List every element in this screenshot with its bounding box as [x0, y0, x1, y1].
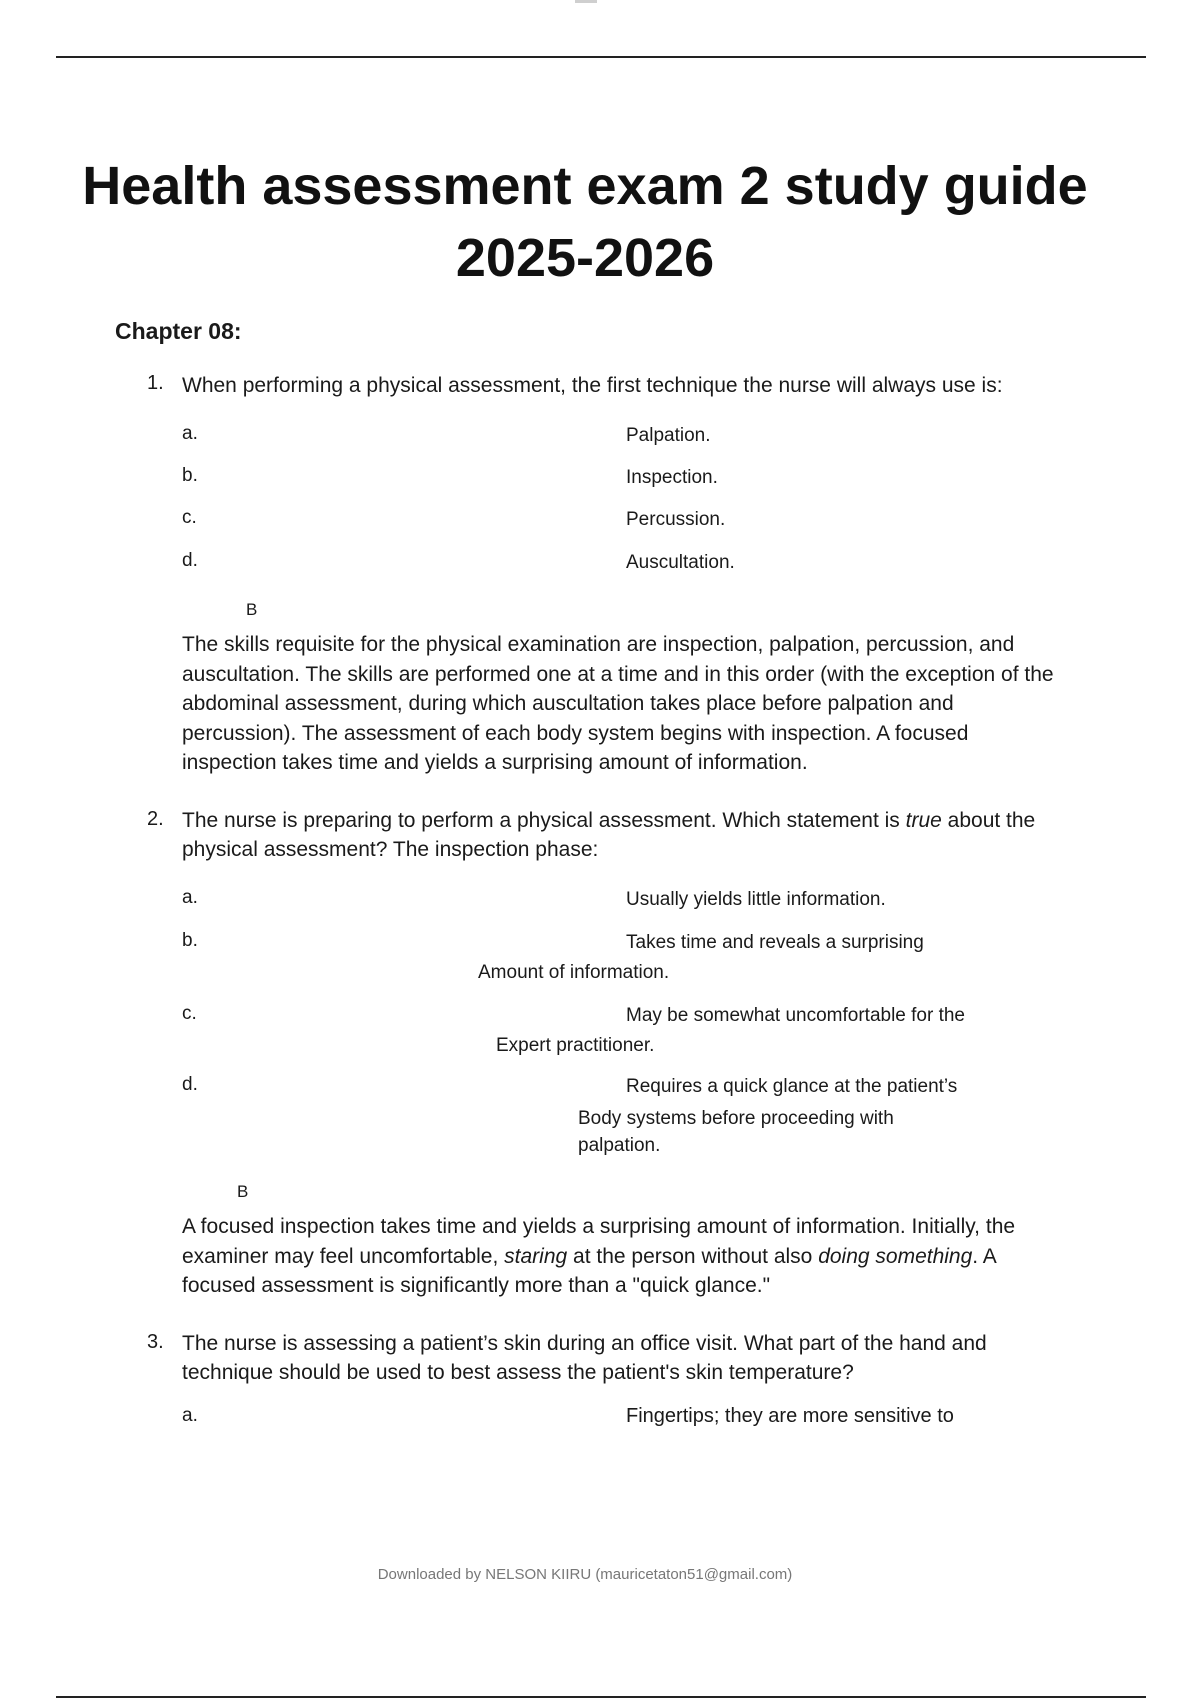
option-text: Takes time and reveals a surprising [626, 932, 924, 953]
rationale: The skills requisite for the physical examination are inspection, palpation, percussion, and auscultation. The skills are performed one at a time and in this order (with the exception of the abdominal assessment, during which auscultation takes place before palpation and percussion). The assessment of each body system begins with inspection. A focused inspection takes time and yields a surprising amount of information. [182, 633, 1054, 774]
option-text: Percussion. [626, 509, 726, 530]
option-text-continued: palpation. [578, 1135, 661, 1156]
option-letter: b. [182, 465, 198, 486]
option-text: Auscultation. [626, 552, 735, 573]
option-text-continued: Amount of information. [478, 962, 670, 983]
rationale-part: . A focused assessment is significantly more than a "quick glance." [182, 1244, 996, 1297]
option-letter: a. [182, 423, 198, 444]
option-text: Palpation. [626, 425, 711, 446]
option-letter: b. [182, 930, 198, 951]
rationale-part: A focused inspection takes time and yields a surprising amount of information. Initially, the examiner may feel uncomfortable, [182, 1215, 1016, 1268]
option-letter: d. [182, 550, 198, 571]
answer-key: B [246, 600, 258, 619]
rationale-part: at the person without also [567, 1244, 819, 1268]
question-number: 1. [147, 372, 164, 394]
answer-key: B [237, 1182, 249, 1201]
question-number: 3. [147, 1331, 164, 1353]
option-letter: c. [182, 1003, 197, 1024]
question-number: 2. [147, 808, 164, 830]
question-text: When performing a physical assessment, the first technique the nurse will always use is: [182, 374, 1003, 397]
option-text: May be somewhat uncomfortable for the [626, 1005, 966, 1026]
rationale-emphasis: staring [504, 1244, 568, 1268]
chapter-heading: Chapter 08: [115, 318, 242, 344]
option-text: Requires a quick glance at the patient’s [626, 1076, 958, 1097]
option-letter: a. [182, 887, 198, 908]
download-footer: Downloaded by NELSON KIIRU (mauricetaton51@gmail.com) [377, 1566, 793, 1583]
question-text-part: about the physical assessment? The inspection phase: [182, 809, 1036, 861]
option-letter: d. [182, 1074, 198, 1095]
option-text-continued: Expert practitioner. [496, 1035, 655, 1056]
question-text [182, 806, 1062, 864]
page-title [60, 150, 1110, 294]
title-line-2: 2025-2026 [455, 228, 715, 288]
option-text-continued: Body systems before proceeding with [578, 1108, 894, 1129]
option-letter: c. [182, 507, 197, 528]
question-text: The nurse is assessing a patient’s skin during an office visit. What part of the hand and technique should be used to best assess the patient's skin temperature? [182, 1332, 987, 1384]
rationale-emphasis: doing something [818, 1244, 973, 1268]
footer-rule [56, 1696, 1146, 1698]
rationale [182, 1212, 1062, 1301]
question-text-emphasis: true [905, 809, 942, 832]
option-text: Fingertips; they are more sensitive to [626, 1405, 954, 1427]
header-rule [56, 56, 1146, 58]
option-text: Usually yields little information. [626, 889, 886, 910]
question-text-part: The nurse is preparing to perform a physical assessment. Which statement is [182, 809, 906, 832]
option-letter: a. [182, 1405, 198, 1426]
title-line-1: Health assessment exam 2 study guide [82, 156, 1088, 216]
top-mark [575, 0, 597, 3]
option-text: Inspection. [626, 467, 718, 488]
